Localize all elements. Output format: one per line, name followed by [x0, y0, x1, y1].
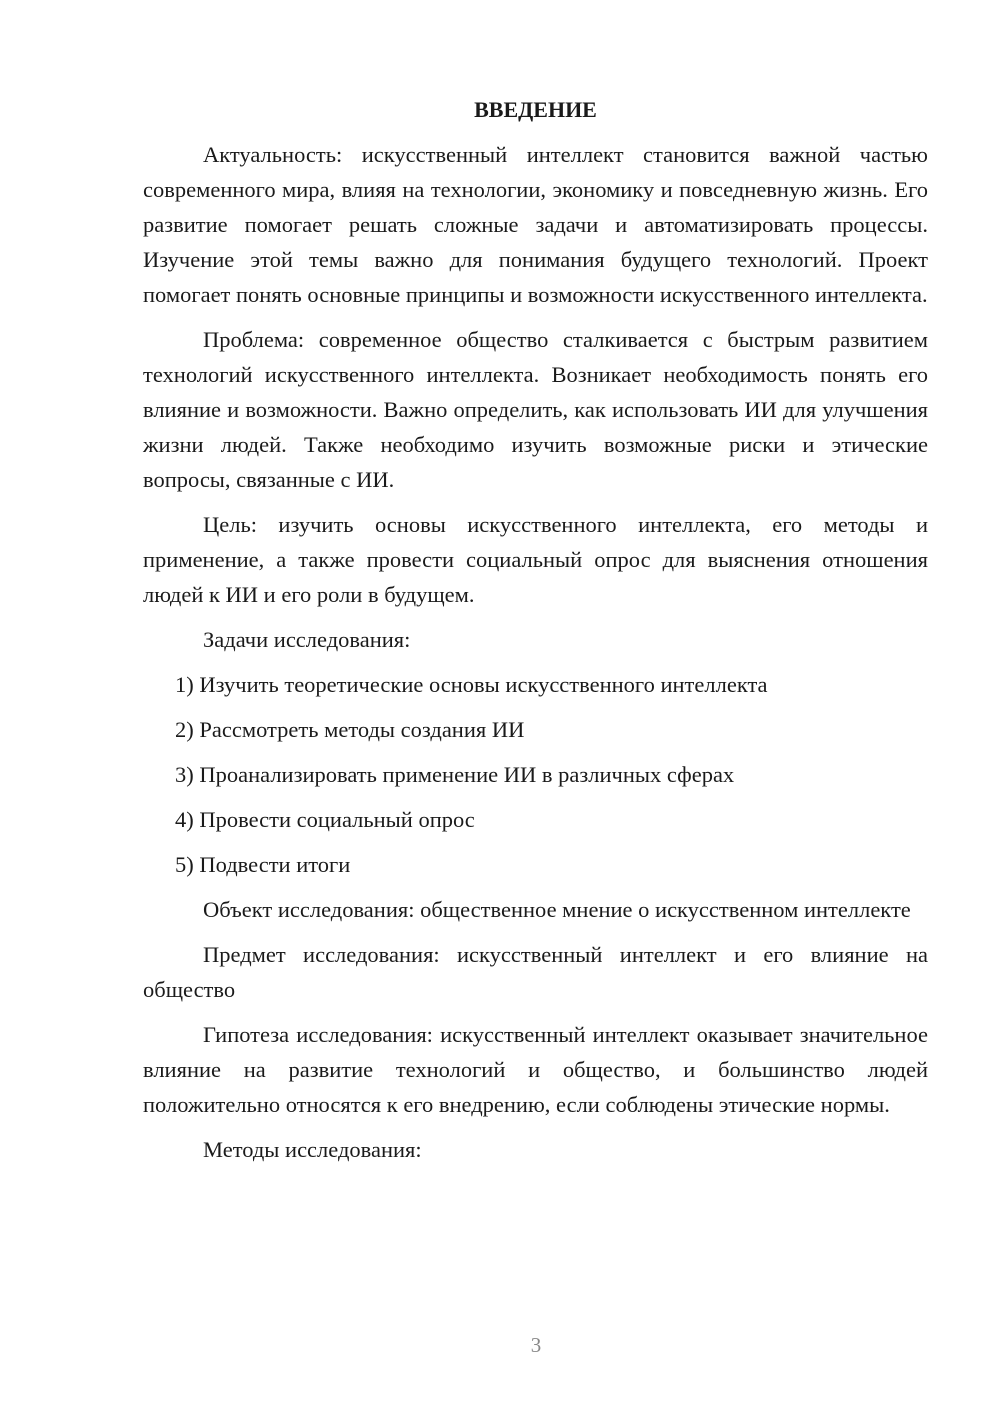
list-item: 1) Изучить теоретические основы искусственного интеллекта — [175, 672, 768, 697]
list-item: 5) Подвести итоги — [175, 852, 351, 877]
page-title: ВВЕДЕНИЕ — [474, 97, 597, 122]
tasks-list — [143, 667, 928, 882]
page-number: 3 — [530, 1333, 542, 1357]
page-content — [143, 92, 928, 1177]
methods-heading: Методы исследования: — [203, 1137, 422, 1162]
list-item: 2) Рассмотреть методы создания ИИ — [175, 717, 525, 742]
problem-paragraph: Проблема: современное общество сталкивается с быстрым развитием технологий искусственного интеллекта. Возникает необходимость понять его влияние и возможности. Важно определить, как использовать ИИ для улучшения жизни людей. Также необходимо изучить возможные риски и этические вопросы, связанные с ИИ. — [143, 327, 928, 492]
relevance-paragraph: Актуальность: искусственный интеллект становится важной частью современного мира, влияя на технологии, экономику и повседневную жизнь. Его развитие помогает решать сложные задачи и автоматизировать процессы. Изучение этой темы важно для понимания будущего технологий. Проект помогает понять основные принципы и возможности искусственного интеллекта. — [143, 142, 928, 307]
tasks-heading: Задачи исследования: — [203, 627, 411, 652]
hypothesis-paragraph: Гипотеза исследования: искусственный интеллект оказывает значительное влияние на развитие технологий и общество, и большинство людей положительно относятся к его внедрению, если соблюдены этические нормы. — [143, 1022, 928, 1117]
subject-paragraph: Предмет исследования: искусственный интеллект и его влияние на общество — [143, 942, 928, 1002]
object-paragraph: Объект исследования: общественное мнение о искусственном интеллекте — [203, 897, 911, 922]
goal-paragraph: Цель: изучить основы искусственного интеллекта, его методы и применение, а также провести социальный опрос для выяснения отношения людей к ИИ и его роли в будущем. — [143, 512, 928, 607]
list-item: 3) Проанализировать применение ИИ в различных сферах — [175, 762, 735, 787]
list-item: 4) Провести социальный опрос — [175, 807, 475, 832]
